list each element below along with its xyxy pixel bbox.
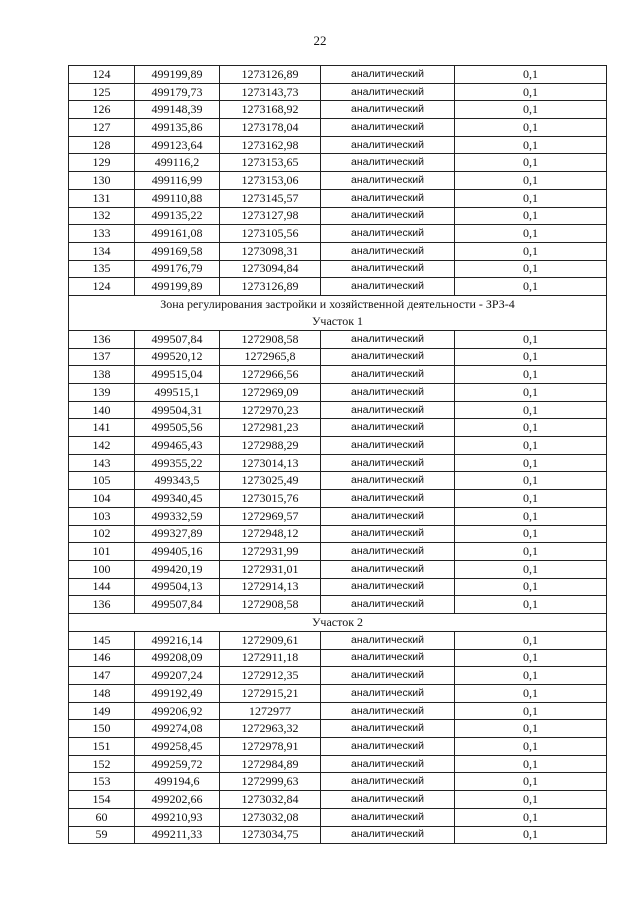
accuracy-cell: 0,1 xyxy=(455,154,607,172)
method-cell: аналитический xyxy=(321,596,455,614)
section-title: Участок 2 xyxy=(311,614,364,629)
point-number-cell: 60 xyxy=(69,808,135,826)
x-coordinate-cell: 499216,14 xyxy=(135,631,220,649)
accuracy-cell: 0,1 xyxy=(455,260,607,278)
y-coordinate-cell: 1272970,23 xyxy=(220,401,321,419)
table-row xyxy=(69,66,607,84)
x-coordinate-cell: 499199,89 xyxy=(135,66,220,84)
point-number-cell: 128 xyxy=(69,136,135,154)
method-cell: аналитический xyxy=(321,791,455,809)
y-coordinate-cell: 1273126,89 xyxy=(220,66,321,84)
accuracy-cell: 0,1 xyxy=(455,791,607,809)
y-coordinate-cell: 1273094,84 xyxy=(220,260,321,278)
method-cell: аналитический xyxy=(321,685,455,703)
point-number-cell: 104 xyxy=(69,490,135,508)
x-coordinate-cell: 499327,89 xyxy=(135,525,220,543)
table-row xyxy=(69,136,607,154)
y-coordinate-cell: 1273145,57 xyxy=(220,189,321,207)
method-cell: аналитический xyxy=(321,507,455,525)
accuracy-cell: 0,1 xyxy=(455,437,607,455)
accuracy-cell: 0,1 xyxy=(455,419,607,437)
y-coordinate-cell: 1272984,89 xyxy=(220,755,321,773)
section-header-cell xyxy=(69,613,607,631)
table-row xyxy=(69,578,607,596)
accuracy-cell: 0,1 xyxy=(455,66,607,84)
method-cell: аналитический xyxy=(321,472,455,490)
point-number-cell: 138 xyxy=(69,366,135,384)
method-cell: аналитический xyxy=(321,189,455,207)
table-row xyxy=(69,631,607,649)
point-number-cell: 125 xyxy=(69,83,135,101)
method-cell: аналитический xyxy=(321,101,455,119)
method-cell: аналитический xyxy=(321,826,455,844)
point-number-cell: 135 xyxy=(69,260,135,278)
point-number-cell: 126 xyxy=(69,101,135,119)
point-number-cell: 148 xyxy=(69,685,135,703)
point-number-cell: 124 xyxy=(69,278,135,296)
point-number-cell: 129 xyxy=(69,154,135,172)
method-cell: аналитический xyxy=(321,154,455,172)
point-number-cell: 143 xyxy=(69,454,135,472)
y-coordinate-cell: 1272988,29 xyxy=(220,437,321,455)
accuracy-cell: 0,1 xyxy=(455,507,607,525)
point-number-cell: 150 xyxy=(69,720,135,738)
table-row xyxy=(69,738,607,756)
y-coordinate-cell: 1272915,21 xyxy=(220,685,321,703)
y-coordinate-cell: 1272911,18 xyxy=(220,649,321,667)
point-number-cell: 59 xyxy=(69,826,135,844)
point-number-cell: 154 xyxy=(69,791,135,809)
point-number-cell: 136 xyxy=(69,330,135,348)
zone-title: Зона регулирования застройки и хозяйственной деятельности - ЗРЗ-4 xyxy=(160,296,515,311)
x-coordinate-cell: 499274,08 xyxy=(135,720,220,738)
accuracy-cell: 0,1 xyxy=(455,189,607,207)
method-cell: аналитический xyxy=(321,649,455,667)
y-coordinate-cell: 1272966,56 xyxy=(220,366,321,384)
x-coordinate-cell: 499161,08 xyxy=(135,225,220,243)
method-cell: аналитический xyxy=(321,172,455,190)
accuracy-cell: 0,1 xyxy=(455,738,607,756)
x-coordinate-cell: 499420,19 xyxy=(135,560,220,578)
table-row xyxy=(69,560,607,578)
x-coordinate-cell: 499110,88 xyxy=(135,189,220,207)
accuracy-cell: 0,1 xyxy=(455,330,607,348)
accuracy-cell: 0,1 xyxy=(455,667,607,685)
table-row xyxy=(69,384,607,402)
y-coordinate-cell: 1272969,09 xyxy=(220,384,321,402)
x-coordinate-cell: 499343,5 xyxy=(135,472,220,490)
x-coordinate-cell: 499507,84 xyxy=(135,330,220,348)
table-row xyxy=(69,242,607,260)
accuracy-cell: 0,1 xyxy=(455,525,607,543)
point-number-cell: 139 xyxy=(69,384,135,402)
y-coordinate-cell: 1272908,58 xyxy=(220,596,321,614)
x-coordinate-cell: 499123,64 xyxy=(135,136,220,154)
accuracy-cell: 0,1 xyxy=(455,631,607,649)
table-row xyxy=(69,189,607,207)
method-cell: аналитический xyxy=(321,454,455,472)
x-coordinate-cell: 499179,73 xyxy=(135,83,220,101)
table-row xyxy=(69,172,607,190)
y-coordinate-cell: 1272931,01 xyxy=(220,560,321,578)
table-row xyxy=(69,543,607,561)
method-cell: аналитический xyxy=(321,578,455,596)
point-number-cell: 144 xyxy=(69,578,135,596)
x-coordinate-cell: 499210,93 xyxy=(135,808,220,826)
method-cell: аналитический xyxy=(321,560,455,578)
table-row xyxy=(69,667,607,685)
y-coordinate-cell: 1273126,89 xyxy=(220,278,321,296)
accuracy-cell: 0,1 xyxy=(455,119,607,137)
table-row xyxy=(69,348,607,366)
y-coordinate-cell: 1273178,04 xyxy=(220,119,321,137)
x-coordinate-cell: 499135,22 xyxy=(135,207,220,225)
accuracy-cell: 0,1 xyxy=(455,808,607,826)
table-row xyxy=(69,260,607,278)
x-coordinate-cell: 499355,22 xyxy=(135,454,220,472)
point-number-cell: 149 xyxy=(69,702,135,720)
table-row xyxy=(69,826,607,844)
table-row xyxy=(69,685,607,703)
x-coordinate-cell: 499405,16 xyxy=(135,543,220,561)
x-coordinate-cell: 499116,2 xyxy=(135,154,220,172)
method-cell: аналитический xyxy=(321,242,455,260)
point-number-cell: 141 xyxy=(69,419,135,437)
y-coordinate-cell: 1272981,23 xyxy=(220,419,321,437)
method-cell: аналитический xyxy=(321,525,455,543)
point-number-cell: 151 xyxy=(69,738,135,756)
y-coordinate-cell: 1272999,63 xyxy=(220,773,321,791)
y-coordinate-cell: 1273098,31 xyxy=(220,242,321,260)
method-cell: аналитический xyxy=(321,366,455,384)
point-number-cell: 145 xyxy=(69,631,135,649)
point-number-cell: 102 xyxy=(69,525,135,543)
table-row xyxy=(69,649,607,667)
x-coordinate-cell: 499520,12 xyxy=(135,348,220,366)
x-coordinate-cell: 499465,43 xyxy=(135,437,220,455)
method-cell: аналитический xyxy=(321,225,455,243)
method-cell: аналитический xyxy=(321,808,455,826)
point-number-cell: 103 xyxy=(69,507,135,525)
y-coordinate-cell: 1272912,35 xyxy=(220,667,321,685)
table-row xyxy=(69,437,607,455)
x-coordinate-cell: 499259,72 xyxy=(135,755,220,773)
method-cell: аналитический xyxy=(321,702,455,720)
table-row xyxy=(69,278,607,296)
point-number-cell: 124 xyxy=(69,66,135,84)
accuracy-cell: 0,1 xyxy=(455,578,607,596)
table-row xyxy=(69,207,607,225)
coordinates-table xyxy=(68,65,607,844)
x-coordinate-cell: 499116,99 xyxy=(135,172,220,190)
table-row xyxy=(69,101,607,119)
method-cell: аналитический xyxy=(321,720,455,738)
point-number-cell: 105 xyxy=(69,472,135,490)
accuracy-cell: 0,1 xyxy=(455,401,607,419)
y-coordinate-cell: 1273168,92 xyxy=(220,101,321,119)
point-number-cell: 127 xyxy=(69,119,135,137)
point-number-cell: 101 xyxy=(69,543,135,561)
x-coordinate-cell: 499504,13 xyxy=(135,578,220,596)
point-number-cell: 142 xyxy=(69,437,135,455)
y-coordinate-cell: 1272914,13 xyxy=(220,578,321,596)
accuracy-cell: 0,1 xyxy=(455,348,607,366)
accuracy-cell: 0,1 xyxy=(455,242,607,260)
accuracy-cell: 0,1 xyxy=(455,560,607,578)
x-coordinate-cell: 499515,1 xyxy=(135,384,220,402)
method-cell: аналитический xyxy=(321,490,455,508)
point-number-cell: 133 xyxy=(69,225,135,243)
accuracy-cell: 0,1 xyxy=(455,366,607,384)
table-row xyxy=(69,330,607,348)
method-cell: аналитический xyxy=(321,437,455,455)
point-number-cell: 131 xyxy=(69,189,135,207)
x-coordinate-cell: 499332,59 xyxy=(135,507,220,525)
table-row xyxy=(69,596,607,614)
table-row xyxy=(69,83,607,101)
y-coordinate-cell: 1273153,06 xyxy=(220,172,321,190)
x-coordinate-cell: 499202,66 xyxy=(135,791,220,809)
y-coordinate-cell: 1273032,84 xyxy=(220,791,321,809)
point-number-cell: 132 xyxy=(69,207,135,225)
accuracy-cell: 0,1 xyxy=(455,543,607,561)
table-row xyxy=(69,225,607,243)
table-row xyxy=(69,525,607,543)
table-row xyxy=(69,366,607,384)
y-coordinate-cell: 1272963,32 xyxy=(220,720,321,738)
table-row xyxy=(69,808,607,826)
accuracy-cell: 0,1 xyxy=(455,454,607,472)
accuracy-cell: 0,1 xyxy=(455,172,607,190)
x-coordinate-cell: 499505,56 xyxy=(135,419,220,437)
table-row xyxy=(69,419,607,437)
section-title: Участок 1 xyxy=(311,313,364,328)
table-row xyxy=(69,773,607,791)
y-coordinate-cell: 1273025,49 xyxy=(220,472,321,490)
point-number-cell: 137 xyxy=(69,348,135,366)
x-coordinate-cell: 499148,39 xyxy=(135,101,220,119)
method-cell: аналитический xyxy=(321,66,455,84)
y-coordinate-cell: 1272969,57 xyxy=(220,507,321,525)
point-number-cell: 136 xyxy=(69,596,135,614)
accuracy-cell: 0,1 xyxy=(455,490,607,508)
point-number-cell: 153 xyxy=(69,773,135,791)
y-coordinate-cell: 1272948,12 xyxy=(220,525,321,543)
x-coordinate-cell: 499207,24 xyxy=(135,667,220,685)
point-number-cell: 134 xyxy=(69,242,135,260)
table-row xyxy=(69,401,607,419)
method-cell: аналитический xyxy=(321,207,455,225)
x-coordinate-cell: 499206,92 xyxy=(135,702,220,720)
accuracy-cell: 0,1 xyxy=(455,826,607,844)
accuracy-cell: 0,1 xyxy=(455,384,607,402)
accuracy-cell: 0,1 xyxy=(455,702,607,720)
accuracy-cell: 0,1 xyxy=(455,773,607,791)
x-coordinate-cell: 499515,04 xyxy=(135,366,220,384)
x-coordinate-cell: 499169,58 xyxy=(135,242,220,260)
method-cell: аналитический xyxy=(321,419,455,437)
x-coordinate-cell: 499135,86 xyxy=(135,119,220,137)
method-cell: аналитический xyxy=(321,543,455,561)
method-cell: аналитический xyxy=(321,667,455,685)
y-coordinate-cell: 1273014,13 xyxy=(220,454,321,472)
accuracy-cell: 0,1 xyxy=(455,649,607,667)
method-cell: аналитический xyxy=(321,260,455,278)
accuracy-cell: 0,1 xyxy=(455,596,607,614)
section-header-cell xyxy=(69,295,607,330)
accuracy-cell: 0,1 xyxy=(455,136,607,154)
method-cell: аналитический xyxy=(321,119,455,137)
method-cell: аналитический xyxy=(321,348,455,366)
table-row xyxy=(69,791,607,809)
accuracy-cell: 0,1 xyxy=(455,278,607,296)
table-row xyxy=(69,154,607,172)
y-coordinate-cell: 1273143,73 xyxy=(220,83,321,101)
method-cell: аналитический xyxy=(321,773,455,791)
y-coordinate-cell: 1273105,56 xyxy=(220,225,321,243)
accuracy-cell: 0,1 xyxy=(455,685,607,703)
y-coordinate-cell: 1273127,98 xyxy=(220,207,321,225)
x-coordinate-cell: 499176,79 xyxy=(135,260,220,278)
table-row xyxy=(69,755,607,773)
point-number-cell: 146 xyxy=(69,649,135,667)
page-number: 22 xyxy=(313,33,327,48)
table-row xyxy=(69,720,607,738)
y-coordinate-cell: 1272978,91 xyxy=(220,738,321,756)
y-coordinate-cell: 1273153,65 xyxy=(220,154,321,172)
accuracy-cell: 0,1 xyxy=(455,83,607,101)
accuracy-cell: 0,1 xyxy=(455,755,607,773)
method-cell: аналитический xyxy=(321,631,455,649)
method-cell: аналитический xyxy=(321,738,455,756)
accuracy-cell: 0,1 xyxy=(455,207,607,225)
x-coordinate-cell: 499208,09 xyxy=(135,649,220,667)
y-coordinate-cell: 1273034,75 xyxy=(220,826,321,844)
accuracy-cell: 0,1 xyxy=(455,720,607,738)
y-coordinate-cell: 1273015,76 xyxy=(220,490,321,508)
point-number-cell: 152 xyxy=(69,755,135,773)
accuracy-cell: 0,1 xyxy=(455,472,607,490)
y-coordinate-cell: 1272977 xyxy=(220,702,321,720)
x-coordinate-cell: 499194,6 xyxy=(135,773,220,791)
section-header-row xyxy=(69,295,607,330)
point-number-cell: 140 xyxy=(69,401,135,419)
y-coordinate-cell: 1273162,98 xyxy=(220,136,321,154)
table-row xyxy=(69,507,607,525)
x-coordinate-cell: 499211,33 xyxy=(135,826,220,844)
table-row xyxy=(69,454,607,472)
method-cell: аналитический xyxy=(321,755,455,773)
table-row xyxy=(69,472,607,490)
point-number-cell: 147 xyxy=(69,667,135,685)
accuracy-cell: 0,1 xyxy=(455,225,607,243)
method-cell: аналитический xyxy=(321,330,455,348)
method-cell: аналитический xyxy=(321,401,455,419)
x-coordinate-cell: 499504,31 xyxy=(135,401,220,419)
y-coordinate-cell: 1272909,61 xyxy=(220,631,321,649)
x-coordinate-cell: 499192,49 xyxy=(135,685,220,703)
y-coordinate-cell: 1272908,58 xyxy=(220,330,321,348)
accuracy-cell: 0,1 xyxy=(455,101,607,119)
y-coordinate-cell: 1272931,99 xyxy=(220,543,321,561)
y-coordinate-cell: 1272965,8 xyxy=(220,348,321,366)
table-row xyxy=(69,119,607,137)
y-coordinate-cell: 1273032,08 xyxy=(220,808,321,826)
point-number-cell: 130 xyxy=(69,172,135,190)
method-cell: аналитический xyxy=(321,384,455,402)
x-coordinate-cell: 499258,45 xyxy=(135,738,220,756)
table-row xyxy=(69,490,607,508)
method-cell: аналитический xyxy=(321,278,455,296)
x-coordinate-cell: 499507,84 xyxy=(135,596,220,614)
method-cell: аналитический xyxy=(321,83,455,101)
point-number-cell: 100 xyxy=(69,560,135,578)
method-cell: аналитический xyxy=(321,136,455,154)
section-header-row xyxy=(69,613,607,631)
x-coordinate-cell: 499340,45 xyxy=(135,490,220,508)
x-coordinate-cell: 499199,89 xyxy=(135,278,220,296)
table-row xyxy=(69,702,607,720)
